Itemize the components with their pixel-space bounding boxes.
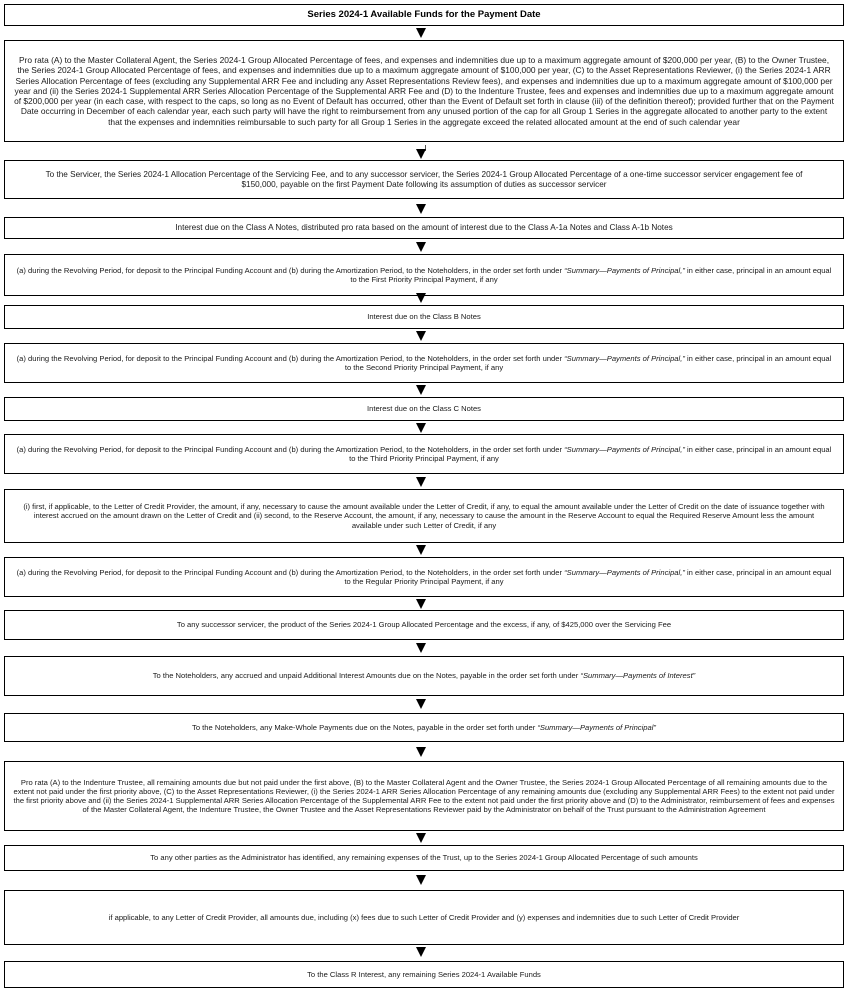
step-11-box [4,610,844,640]
step-10-text [13,568,835,587]
step-13-box [4,713,844,742]
step-10-main: (a) during the Revolving Period, for deposit to the Principal Funding Account and (b) during the Amortization Period, to the Noteholders, in the order set forth under [16,567,563,577]
step-8-main: (a) during the Revolving Period, for deposit to the Principal Funding Account and (b) during the Amortization Period, to the Noteholders, in the order set forth under [16,444,563,454]
principal-reference: “Summary—Payments of Principal,” [564,567,685,577]
flow-arrow [416,477,426,487]
principal-reference: “Summary—Payments of Principal,” [564,265,685,275]
step-12-box [4,656,844,696]
step-6-box [4,343,844,383]
flow-arrow [416,747,426,757]
step-15-text: To any other parties as the Administrator has identified, any remaining expenses of the Trust, up to the Series 2024-1 Group Allocated Percentage of such amounts [150,853,698,863]
step-17-box [4,961,844,988]
step-5-box [4,305,844,329]
step-16-box [4,890,844,945]
flow-arrow [416,242,426,252]
flow-arrow [416,643,426,653]
step-2-box [4,160,844,199]
step-4-main: (a) during the Revolving Period, for deposit to the Principal Funding Account and (b) during the Amortization Period, to the Noteholders, in the order set forth under [16,265,563,275]
step-7-text: Interest due on the Class C Notes [367,404,481,414]
interest-reference: “Summary—Payments of Interest” [580,671,696,681]
step-4-tail: in either case, principal in an amount equal to the First Priority Principal Payment, if any [350,265,832,284]
step-13-main: To the Noteholders, any Make-Whole Payments due on the Notes, payable in the order set forth under [192,722,536,732]
step-12-main: To the Noteholders, any accrued and unpaid Additional Interest Amounts due on the Notes, payable in the order set forth under [152,671,579,681]
step-9-text: (i) first, if applicable, to the Letter of Credit Provider, the amount, if any, necessary to cause the amount available under the Letter of Credit, if any, to equal the amount available under the Letter of Credit on the date of issuance together with interest accrued on the amount drawn on the Letter of Credit and (ii) second, to the Reserve Account, the amount, if any, necessary to cause the amount in the Reserve Account to equal the Required Reserve Amount less the amount available under such Letter of Credit, if any [23,502,825,530]
step-6-main: (a) during the Revolving Period, for deposit to the Principal Funding Account and (b) during the Amortization Period, to the Noteholders, in the order set forth under [16,353,563,363]
step-17-text: To the Class R Interest, any remaining Series 2024-1 Available Funds [307,969,541,979]
title-box [4,4,844,26]
step-2-text: To the Servicer, the Series 2024-1 Allocation Percentage of the Servicing Fee, and to any successor servicer, the Series 2024-1 Group Allocated Percentage of a one-time successor servicer engagement fee of $150,000, payable on the first Payment Date following its assumption of duties as successor servicer [45,169,803,189]
step-10-box [4,557,844,597]
step-8-tail: in either case, principal in an amount equal to the Third Priority Principal Payment, if any [349,444,832,463]
step-14-text: Pro rata (A) to the Indenture Trustee, all remaining amounts due but not paid under the first above, (B) to the Master Collateral Agent and the Owner Trustee, the Series 2024-1 Group Allocated Percentage of all remaining amounts due to the extent not paid under the first priority above, (C) to the Asset Representations Reviewer, (i) the Series 2024-1 ARR Series Allocation Percentage of any remaining amounts due (excluding any Supplemental ARR Fees) to the extent not paid under the first priority above and (ii) the Series 2024-1 Supplemental ARR Series Allocation Percentage of the Supplemental ARR Fee to the extent not paid under the first priority above and (D) to the Administrator, reimbursement of fees and expenses of the Master Collateral Agent, the Indenture Trustee, the Owner Trustee and the Asset Representations Reviewer paid by the Administrator on behalf of the Trust pursuant to the Administration Agreement [13,777,835,815]
step-10-tail: in either case, principal in an amount equal to the Regular Priority Principal Payment, if any [344,567,832,586]
step-14-box [4,761,844,831]
step-12-text [153,671,695,680]
step-9-box [4,489,844,543]
flow-arrow [416,699,426,709]
step-11-text: To any successor servicer, the product of the Series 2024-1 Group Allocated Percentage and the excess, if any, of $425,000 over the Servicing Fee [176,620,672,630]
step-4-text [13,266,835,285]
flow-arrow [416,947,426,957]
step-8-box [4,434,844,474]
step-3-text: Interest due on the Class A Notes, distributed pro rata based on the amount of interest due to the Class A-1a Notes and Class A-1b Notes [175,223,673,232]
flow-arrow [416,423,426,433]
principal-reference: “Summary—Payments of Principal” [537,722,656,732]
flow-arrow [416,331,426,341]
step-7-box [4,397,844,421]
flow-arrow [416,204,426,214]
step-8-text [13,445,835,464]
flow-arrow [416,875,426,885]
step-5-text: Interest due on the Class B Notes [367,312,481,322]
flow-arrow [416,385,426,395]
step-6-tail: in either case, principal in an amount equal to the Second Priority Principal Payment, if any [344,353,832,372]
step-1-box [4,40,844,142]
flow-arrow [416,833,426,843]
flow-arrow [416,149,426,159]
principal-reference: “Summary—Payments of Principal,” [564,353,685,363]
step-15-box [4,845,844,871]
step-6-text [13,354,835,373]
flow-arrow [416,599,426,609]
principal-reference: “Summary—Payments of Principal,” [564,444,685,454]
diagram-title: Series 2024-1 Available Funds for the Payment Date [307,9,541,21]
flow-arrow [416,293,426,303]
step-13-text [192,723,656,732]
flow-arrow [416,545,426,555]
step-4-box [4,254,844,296]
step-16-text: if applicable, to any Letter of Credit Provider, all amounts due, including (x) fees due to such Letter of Credit Provider and (y) expenses and indemnities due to such Letter of Credit Provider [108,912,740,922]
flow-arrow [416,28,426,38]
step-1-text: Pro rata (A) to the Master Collateral Agent, the Series 2024-1 Group Allocated Percentage of fees, and expenses and indemnities due up to a maximum aggregate amount of $200,000 per year, (B) to the Owner Trustee, the Series 2024-1 Group Allocated Percentage of fees, and expenses and indemnities due up to a maximum aggregate amount of $100,000 per year, (C) to the Asset Representations Reviewer, (i) the Series 2024-1 ARR Series Allocation Percentage of fees (excluding any Supplemental ARR Fee and including any Asset Representations Review fees), and expenses and indemnities due up to a maximum aggregate amount of $100,000 per year and (ii) the Series 2024-1 Supplemental ARR Series Allocation Percentage of the Supplemental ARR Fee and (D) to the Indenture Trustee, fees and expenses and indemnities due up to a maximum aggregate amount of $200,000 per year (in each case, with respect to the caps, so long as no Event of Default has occurred, other than the Event of Default set forth in clause (iii) of the definition thereof); provided further that on the Payment Date occurring in December of each calendar year, each such party will have the right to reimbursement from any unused portion of the cap for all Group 1 Series in the aggregate allocated to another party to the extent that the expenses and indemnities reimbursable to such party for all Group 1 Series in the aggregate exceed the related allocated amount at the end of such calendar year [14,55,834,127]
step-3-box [4,217,844,239]
